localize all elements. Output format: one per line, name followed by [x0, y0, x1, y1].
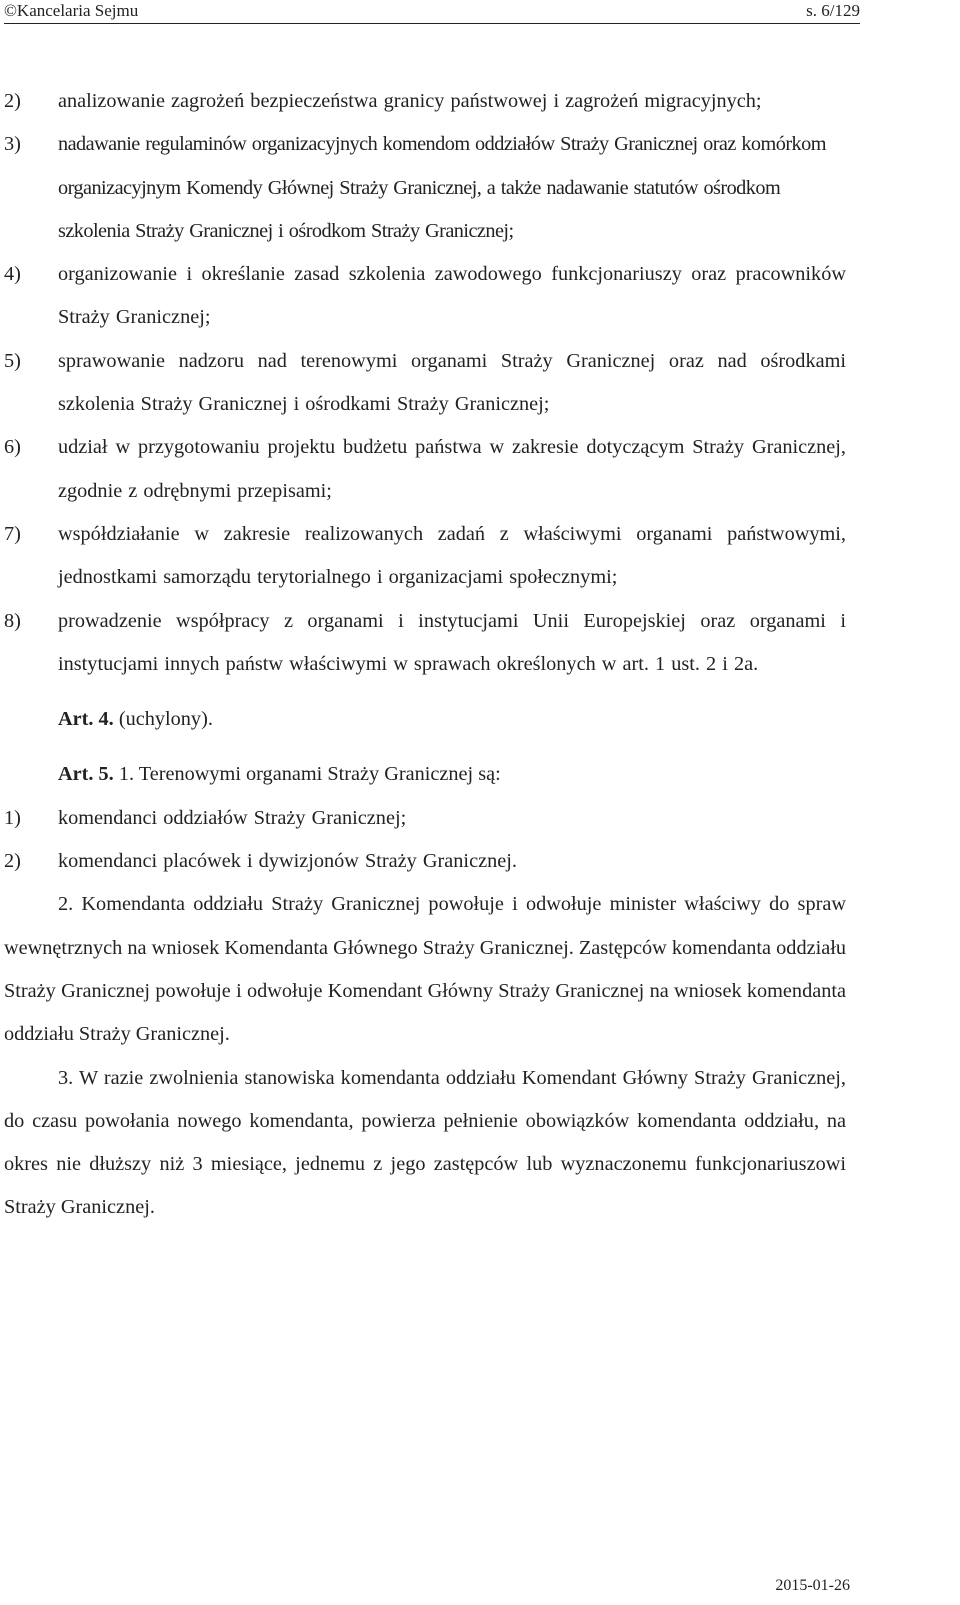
article-5 — [4, 753, 846, 796]
list-item-number: 7) — [4, 522, 21, 545]
list-item-number: 2) — [4, 850, 21, 873]
article-5-label: Art. 5. — [58, 763, 114, 786]
page-header — [4, 0, 860, 22]
list-item — [4, 600, 846, 687]
header-copyright: ©Kancelaria Sejmu — [4, 1, 139, 20]
list-item-text: nadawanie regulaminów organizacyjnych komendom oddziałów Straży Granicznej oraz komórkom organizacyjnym Komendy Głównej Straży Granicznej, a także nadawanie statutów ośrodkom szkolenia Straży Granicznej i ośrodkom Straży Granicznej; — [58, 133, 826, 242]
list-item — [4, 840, 846, 883]
list-item-number: 4) — [4, 263, 21, 286]
list-item-text: analizowanie zagrożeń bezpieczeństwa granicy państwowej i zagrożeń migracyjnych; — [58, 90, 762, 112]
article-4-text: (uchylony). — [113, 708, 213, 731]
paragraph-number: 3. — [58, 1066, 74, 1089]
paragraph-text: W razie zwolnienia stanowiska komendanta oddziału Komendant Główny Straży Granicznej, do czasu powołania nowego komendanta, powierza pełnienie obowiązków komendanta oddziału, na okres nie dłuższy niż 3 miesiące, jednemu z jego zastępców lub wyznaczonemu funkcjonariuszowi Straży Granicznej. — [4, 1066, 846, 1219]
list-item-text: komendanci oddziałów Straży Granicznej; — [58, 806, 407, 829]
list-item — [4, 513, 846, 600]
header-divider — [4, 23, 860, 24]
header-page-number: s. 6/129 — [806, 1, 860, 20]
list-item — [4, 340, 846, 427]
document-body — [4, 80, 846, 1230]
list-item-number: 6) — [4, 436, 21, 459]
paragraph — [4, 1057, 846, 1230]
list-item-number: 8) — [4, 609, 21, 632]
list-item — [4, 426, 846, 513]
list-item-number: 1) — [4, 806, 21, 829]
article-4 — [4, 698, 846, 741]
list-item — [4, 123, 846, 253]
paragraph-number: 2. — [58, 893, 74, 916]
list-item — [4, 797, 846, 840]
list-item-text: prowadzenie współpracy z organami i instytucjami Unii Europejskiej oraz organami i instytucjami innych państw właściwymi w sprawach określonych w art. 1 ust. 2 i 2a. — [58, 609, 846, 675]
list-item-text: komendanci placówek i dywizjonów Straży Granicznej. — [58, 850, 517, 873]
list-item-text: sprawowanie nadzoru nad terenowymi organami Straży Granicznej oraz nad ośrodkami szkolenia Straży Granicznej i ośrodkami Straży Granicznej; — [58, 349, 846, 416]
footer-date: 2015-01-26 — [775, 1577, 850, 1594]
article-5-text: Terenowymi organami Straży Granicznej są: — [134, 763, 501, 786]
paragraph-text: Komendanta oddziału Straży Granicznej powołuje i odwołuje minister właściwy do spraw wewnętrznych na wniosek Komendanta Głównego Straży Granicznej. Zastępców komendanta oddziału Straży Granicznej powołuje i odwołuje Komendant Główny Straży Granicznej na wniosek komendanta oddziału Straży Granicznej. — [4, 893, 846, 1046]
list-item-number: 5) — [4, 349, 21, 372]
list-item — [4, 80, 846, 123]
article-5-paragraph-number: 1. — [113, 763, 135, 786]
list-item-text: udział w przygotowaniu projektu budżetu państwa w zakresie dotyczącym Straży Granicznej, zgodnie z odrębnymi przepisami; — [58, 436, 846, 502]
list-item — [4, 253, 846, 340]
list-item-text: współdziałanie w zakresie realizowanych zadań z właściwymi organami państwowymi, jednostkami samorządu terytorialnego i organizacjami społecznymi; — [58, 522, 846, 589]
paragraph — [4, 883, 846, 1056]
list-item-number: 3) — [4, 133, 21, 156]
article-4-label: Art. 4. — [58, 708, 114, 731]
list-item-text: organizowanie i określanie zasad szkolenia zawodowego funkcjonariuszy oraz pracowników Straży Granicznej; — [58, 263, 846, 329]
list-item-number: 2) — [4, 90, 21, 112]
